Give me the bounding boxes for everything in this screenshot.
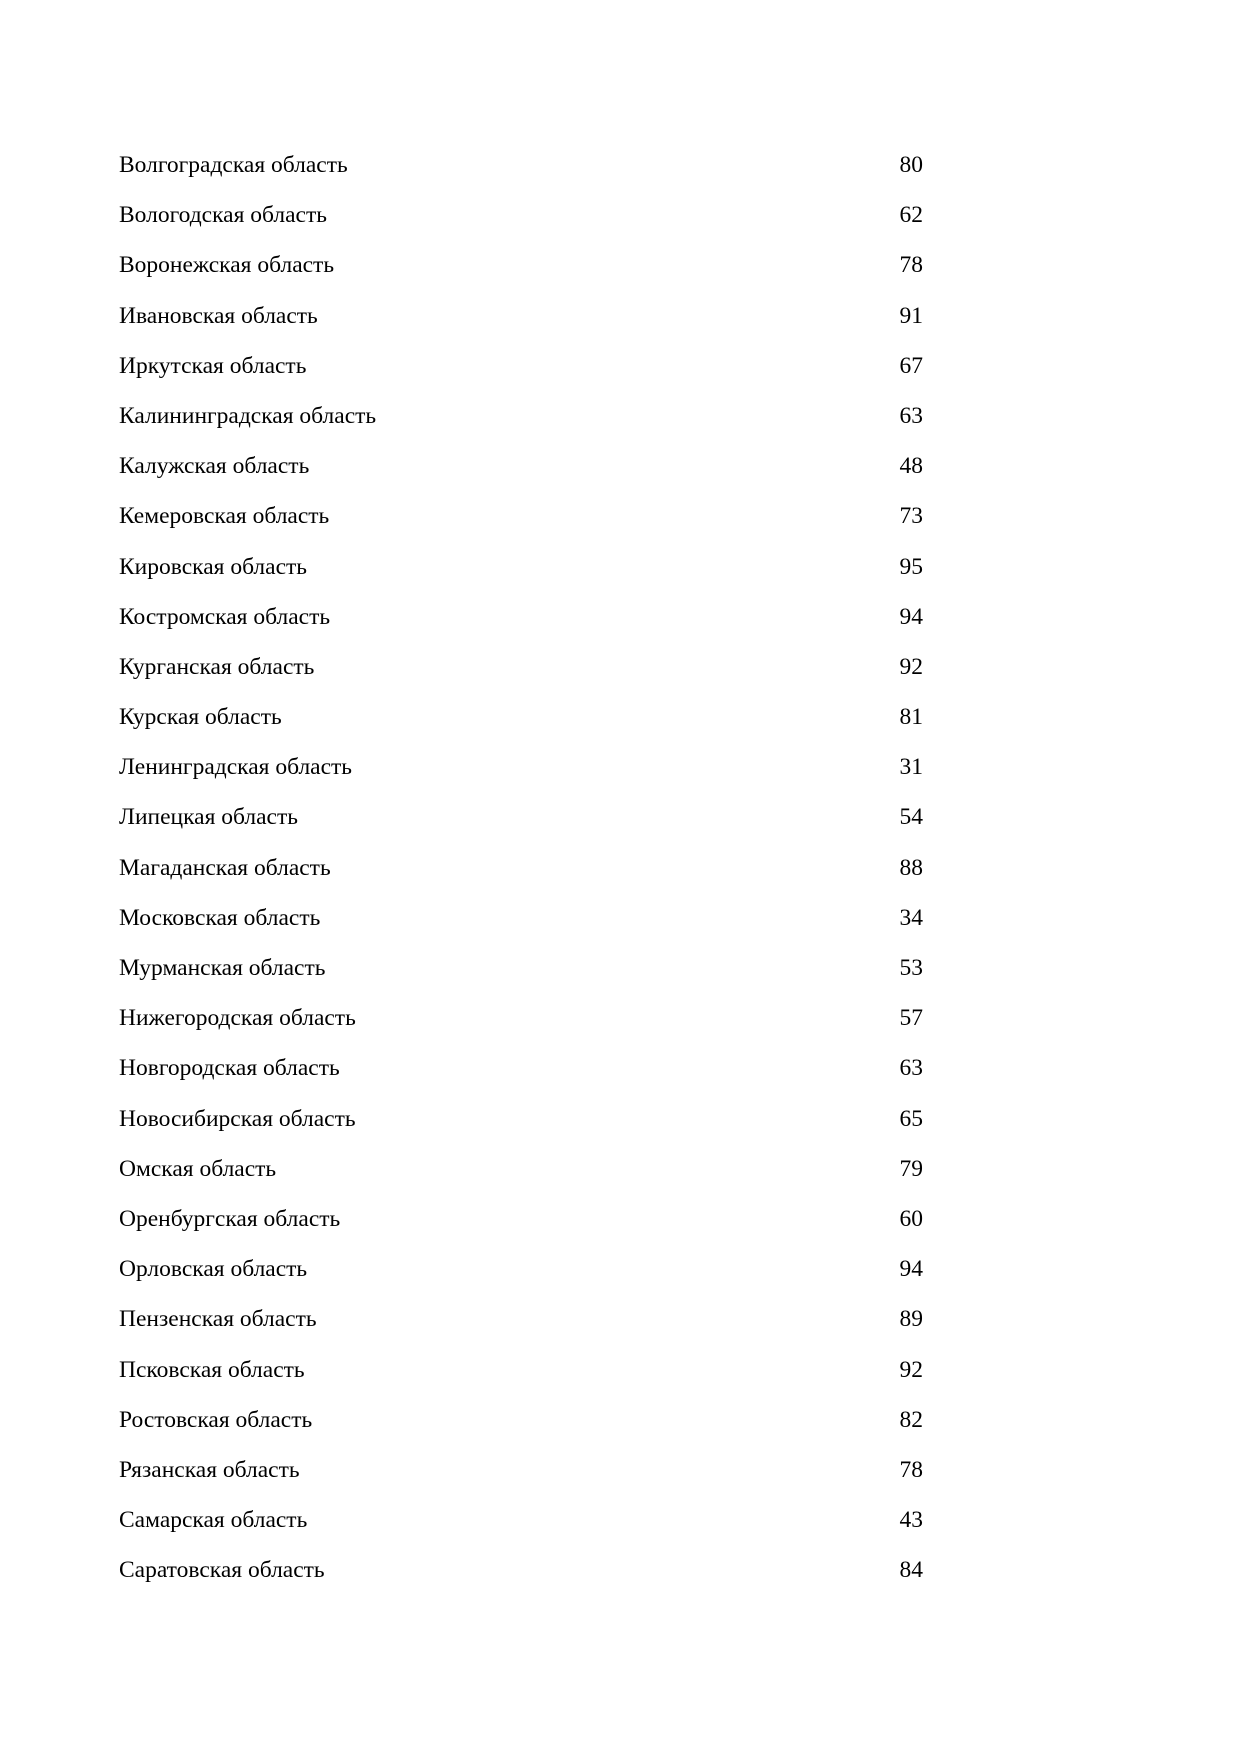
region-value: 88 xyxy=(899,854,923,881)
region-value: 65 xyxy=(899,1105,923,1132)
region-value: 43 xyxy=(899,1507,923,1534)
region-list xyxy=(119,152,935,1613)
region-name: Омская область xyxy=(119,1155,277,1182)
region-name: Воронежская область xyxy=(119,252,335,279)
region-name: Волгоградская область xyxy=(119,152,348,178)
region-name: Костромская область xyxy=(119,603,331,630)
region-name: Кемеровская область xyxy=(119,503,330,530)
region-name: Новгородская область xyxy=(119,1055,340,1082)
region-name: Мурманская область xyxy=(119,955,326,981)
region-value: 89 xyxy=(899,1306,923,1333)
region-name: Новосибирская область xyxy=(119,1105,356,1132)
region-value: 78 xyxy=(899,252,923,279)
region-name: Оренбургская область xyxy=(119,1205,341,1232)
region-value: 78 xyxy=(899,1456,923,1483)
region-value: 48 xyxy=(899,453,923,480)
region-name: Московская область xyxy=(119,904,321,931)
region-value: 94 xyxy=(899,1256,923,1283)
list-item xyxy=(119,1557,935,1613)
region-name: Курганская область xyxy=(119,653,315,680)
region-value: 94 xyxy=(899,603,923,630)
region-name: Ивановская область xyxy=(119,302,318,329)
region-name: Магаданская область xyxy=(119,854,331,881)
region-value: 81 xyxy=(899,704,923,731)
region-name: Ростовская область xyxy=(119,1406,313,1433)
region-name: Калужская область xyxy=(119,453,310,480)
region-name: Вологодская область xyxy=(119,202,327,229)
region-name: Калининградская область xyxy=(119,402,377,429)
region-value: 54 xyxy=(899,804,923,831)
region-name: Курская область xyxy=(119,704,282,731)
region-name: Самарская область xyxy=(119,1507,308,1534)
region-value: 80 xyxy=(899,152,923,178)
region-name: Ленинградская область xyxy=(119,754,353,781)
region-value: 95 xyxy=(899,553,923,580)
region-name: Саратовская область xyxy=(119,1557,325,1584)
region-name: Иркутская область xyxy=(119,352,307,379)
region-value: 79 xyxy=(899,1155,923,1182)
region-name: Нижегородская область xyxy=(119,1005,356,1032)
region-name: Орловская область xyxy=(119,1256,308,1283)
region-name: Псковская область xyxy=(119,1356,305,1383)
region-value: 92 xyxy=(899,653,923,680)
region-value: 31 xyxy=(899,754,923,781)
region-value: 34 xyxy=(899,904,923,931)
region-name: Липецкая область xyxy=(119,804,298,831)
region-value: 92 xyxy=(899,1356,923,1383)
region-value: 91 xyxy=(899,302,923,329)
region-value: 53 xyxy=(899,955,923,981)
region-name: Рязанская область xyxy=(119,1456,300,1483)
region-value: 82 xyxy=(899,1406,923,1433)
region-value: 67 xyxy=(899,352,923,379)
region-value: 73 xyxy=(899,503,923,530)
region-value: 63 xyxy=(899,402,923,429)
region-value: 60 xyxy=(899,1205,923,1232)
region-value: 57 xyxy=(899,1005,923,1032)
region-name: Кировская область xyxy=(119,553,308,580)
region-name: Пензенская область xyxy=(119,1306,317,1333)
region-value: 84 xyxy=(899,1557,923,1584)
region-value: 62 xyxy=(899,202,923,229)
region-value: 63 xyxy=(899,1055,923,1082)
